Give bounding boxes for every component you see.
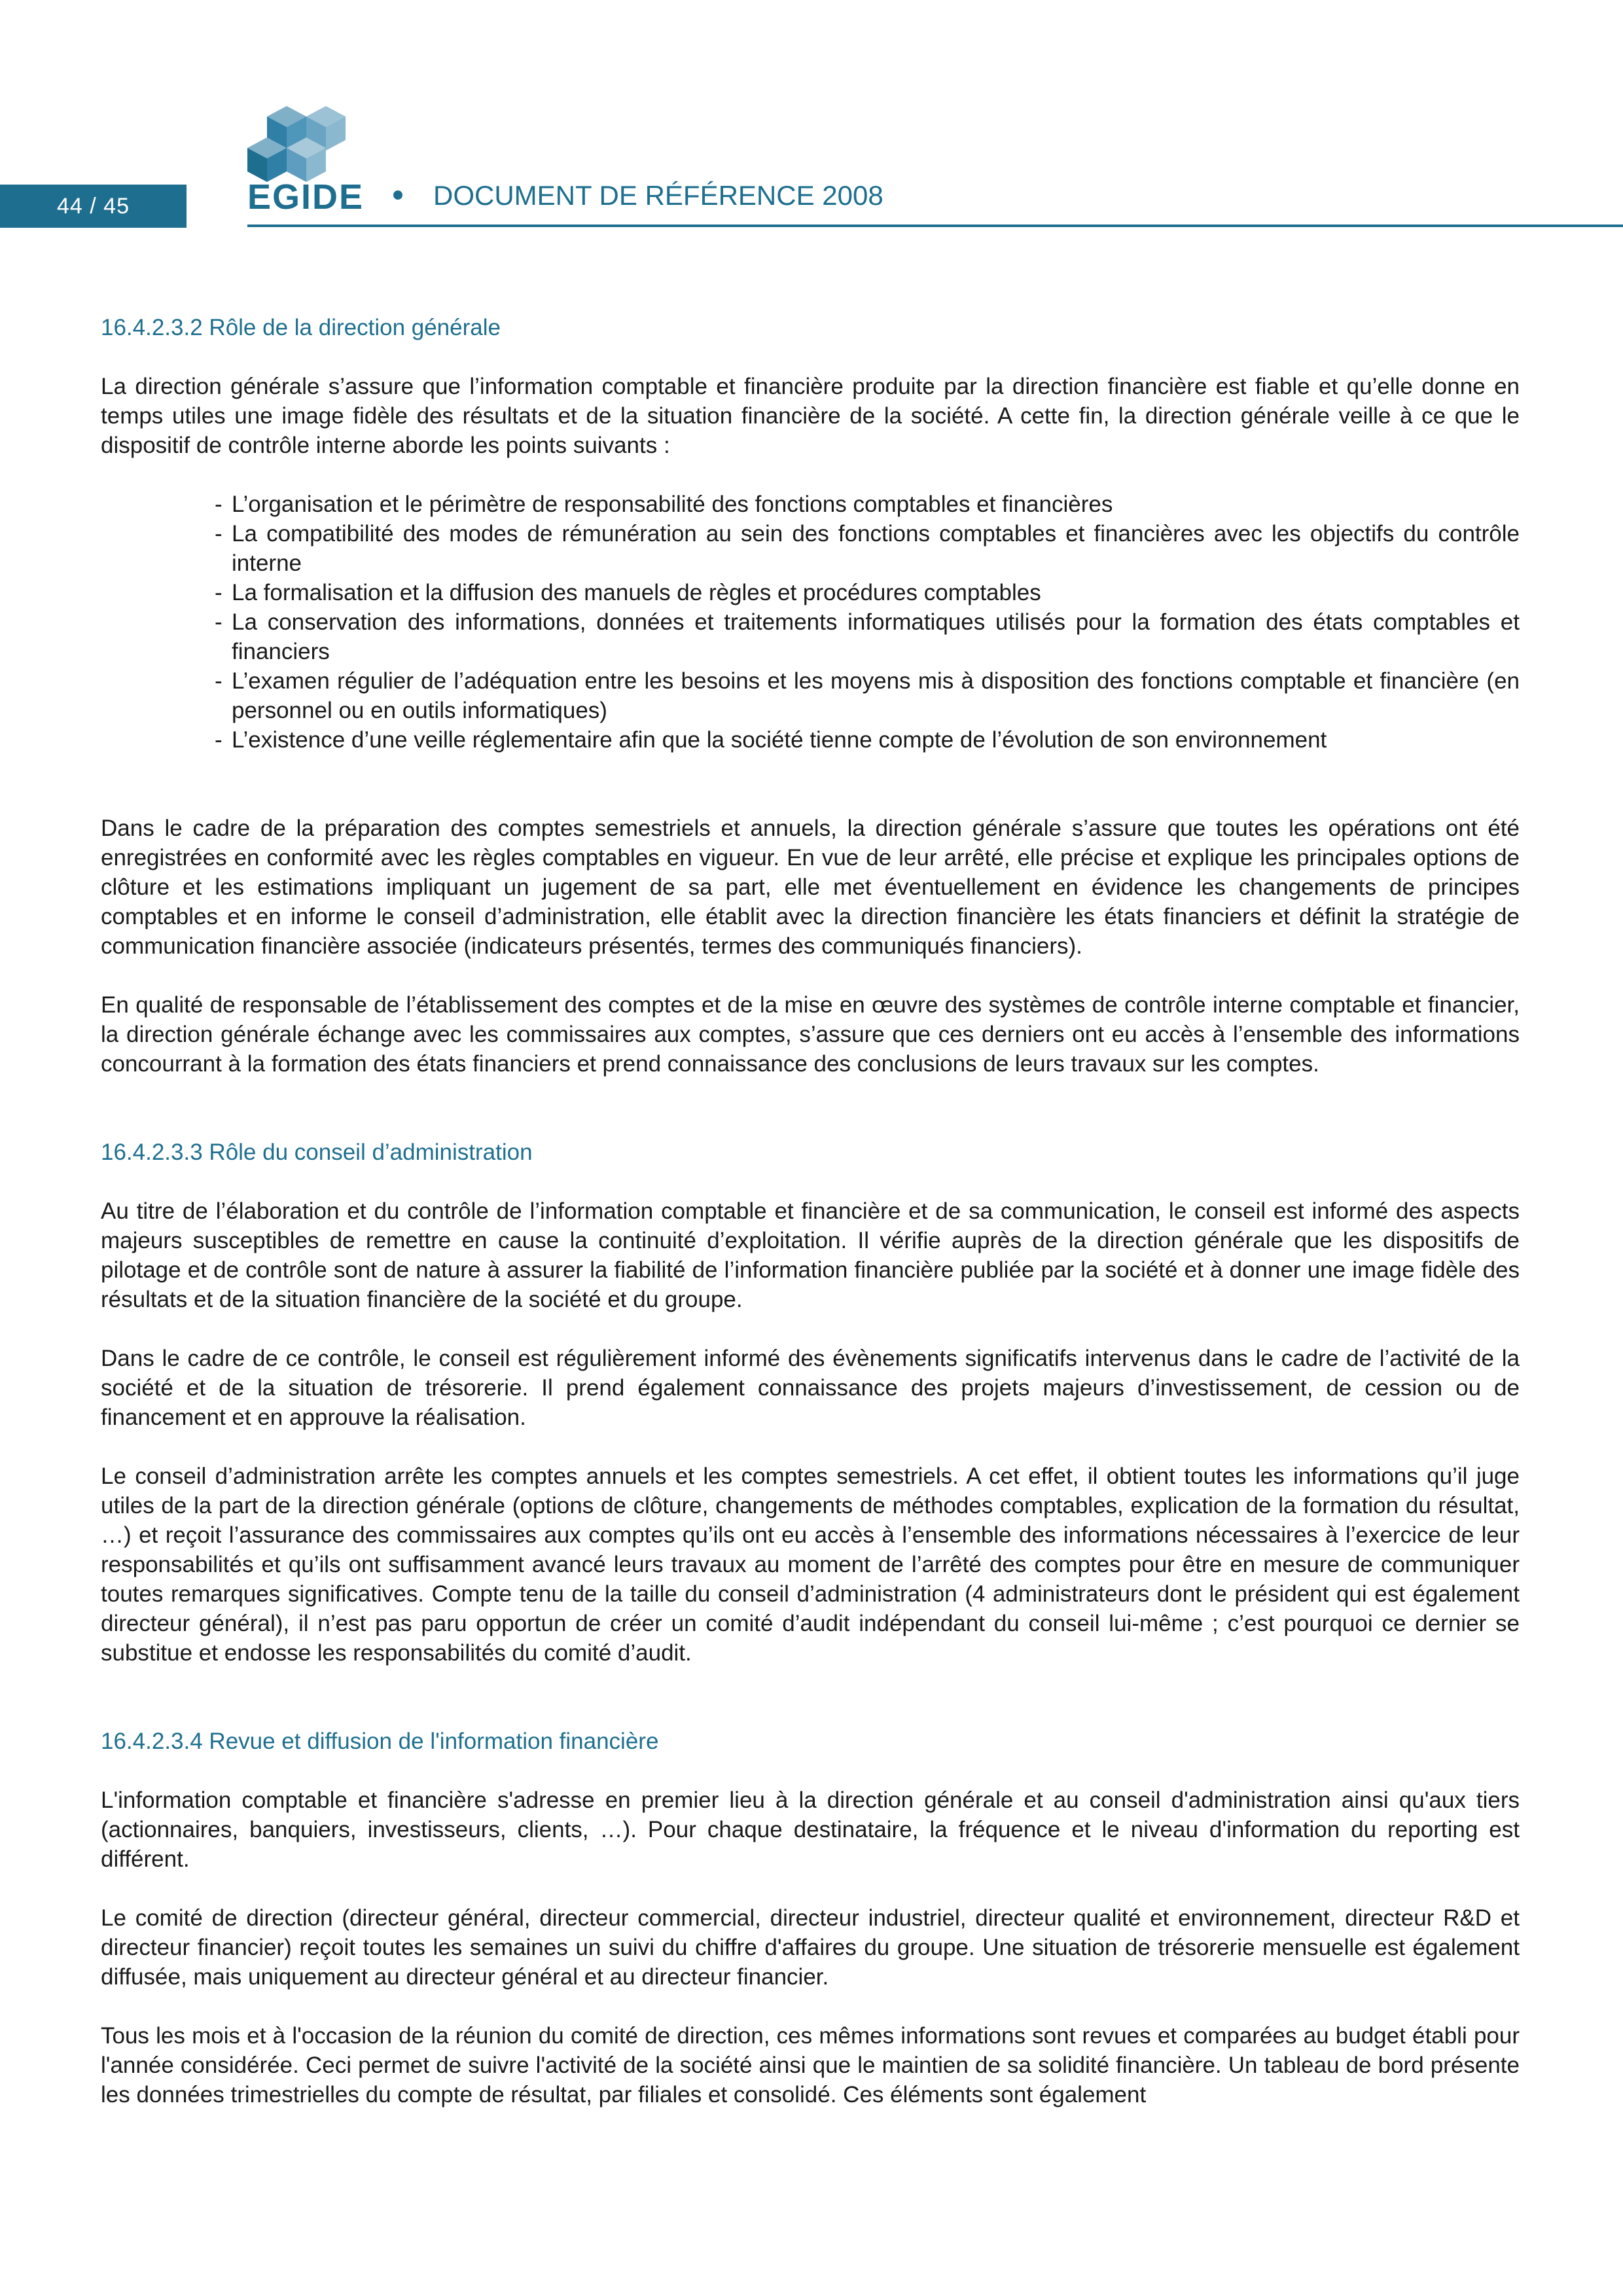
list-item: - La compatibilité des modes de rémunération au sein des fonctions comptables et financières avec les objectifs du contrôle interne: [215, 519, 1520, 578]
page-indicator: 44 / 45: [0, 185, 187, 228]
paragraph: En qualité de responsable de l’établissement des comptes et de la mise en œuvre des systèmes de contrôle interne comptable et financier, la direction générale échange avec les commissaires aux comptes, s’assure que ces derniers ont eu accès à l’ensemble des informations concourrant à la formation des états financiers et prend connaissance des conclusions de leurs travaux sur les comptes.: [101, 992, 1520, 1077]
paragraph: Au titre de l’élaboration et du contrôle de l’information comptable et financière et de sa communication, le conseil est informé des aspects majeurs susceptibles de remettre en cause la continuité d’exploitation. Il vérifie auprès de la direction générale que les dispositifs de pilotage et de contrôle sont de nature à assurer la fiabilité de l’information financière publiée par la société et à donner une image fidèle des résultats et de la situation financière de la société et du groupe.: [101, 1198, 1520, 1312]
paragraph: Tous les mois et à l'occasion de la réunion du comité de direction, ces mêmes informations sont revues et comparées au budget établi pour l'année considérée. Ceci permet de suivre l'activité de la société ainsi que le maintien de sa solidité financière. Un tableau de bord présente les données trimestrielles du compte de résultat, par filiales et consolidé. Ces éléments sont également: [101, 2023, 1520, 2108]
paragraph: Dans le cadre de ce contrôle, le conseil est régulièrement informé des évènements significatifs intervenus dans le cadre de l’activité de la société et de la situation de trésorerie. Il prend également connaissance des projets majeurs d’investissement, de cession ou de financement et en approuve la réalisation.: [101, 1346, 1520, 1430]
paragraph: La direction générale s’assure que l’information comptable et financière produite par la direction financière est fiable et qu’elle donne en temps utiles une image fidèle des résultats et de la situation financière de la société. A cette fin, la direction générale veille à ce que le dispositif de contrôle interne aborde les points suivants :: [101, 374, 1520, 458]
section-heading: 16.4.2.3.3 Rôle du conseil d’administration: [101, 1139, 533, 1165]
header-rule: [247, 224, 1623, 227]
paragraph: Dans le cadre de la préparation des comptes semestriels et annuels, la direction générale s’assure que toutes les opérations ont été enregistrées en conformité avec les règles comptables en vigueur. En vue de leur arrêté, elle précise et explique les principales options de clôture et les estimations impliquant un jugement de sa part, elle met éventuellement en évidence les changements de principes comptables et en informe le conseil d’administration, elle établit avec la direction financière les états financiers et définit la stratégie de communication financière associée (indicateurs présentés, termes des communiqués financiers).: [101, 816, 1520, 959]
document-title: DOCUMENT DE RÉFÉRENCE 2008: [433, 180, 883, 211]
section-heading: 16.4.2.3.2 Rôle de la direction générale: [101, 315, 501, 340]
page-content: [101, 313, 1520, 2109]
list-item: - L’examen régulier de l’adéquation entre les besoins et les moyens mis à disposition des fonctions comptable et financière (en personnel ou en outils informatiques): [215, 666, 1520, 725]
paragraph: Le comité de direction (directeur général, directeur commercial, directeur industriel, directeur qualité et environnement, directeur R&D et directeur financier) reçoit toutes les semaines un suivi du chiffre d'affaires du groupe. Une situation de trésorerie mensuelle est également diffusée, mais uniquement au directeur général et au directeur financier.: [101, 1905, 1520, 1990]
list-item: - L’existence d’une veille réglementaire afin que la société tienne compte de l’évolution de son environnement: [215, 725, 1520, 755]
paragraph: Le conseil d’administration arrête les comptes annuels et les comptes semestriels. A cet effet, il obtient toutes les informations qu’il juge utiles de la part de la direction générale (options de clôture, changements de méthodes comptables, explication de la formation du résultat, …) et reçoit l’assurance des commissaires aux comptes qu’ils ont eu accès à l’ensemble des informations nécessaires à l’exercice de leur responsabilités et qu’ils ont suffisamment avancé leurs travaux au moment de l’arrêté des comptes pour être en mesure de communiquer toutes remarques significatives. Compte tenu de la taille du conseil d’administration (4 administrateurs dont le président qui est également directeur général), il n’est pas paru opportun de créer un comité d’audit indépendant du conseil lui-même ; c’est pourquoi ce dernier se substitue et endosse les responsabilités du comité d’audit.: [101, 1463, 1520, 1666]
paragraph: L'information comptable et financière s'adresse en premier lieu à la direction générale et au conseil d'administration ainsi qu'aux tiers (actionnaires, banquiers, investisseurs, clients, …). Pour chaque destinataire, la fréquence et le niveau d'information du reporting est différent.: [101, 1787, 1520, 1872]
logo-wordmark: EGIDE: [247, 177, 365, 217]
list-item: - L’organisation et le périmètre de responsabilité des fonctions comptables et financières: [215, 490, 1520, 519]
header-bullet: [393, 190, 402, 200]
list-item: - La formalisation et la diffusion des manuels de règles et procédures comptables: [215, 578, 1520, 607]
section-heading: 16.4.2.3.4 Revue et diffusion de l'information financière: [101, 1729, 659, 1754]
bullet-list: [101, 490, 1520, 755]
list-item: - La conservation des informations, données et traitements informatiques utilisés pour la formation des états comptables et financiers: [215, 607, 1520, 666]
